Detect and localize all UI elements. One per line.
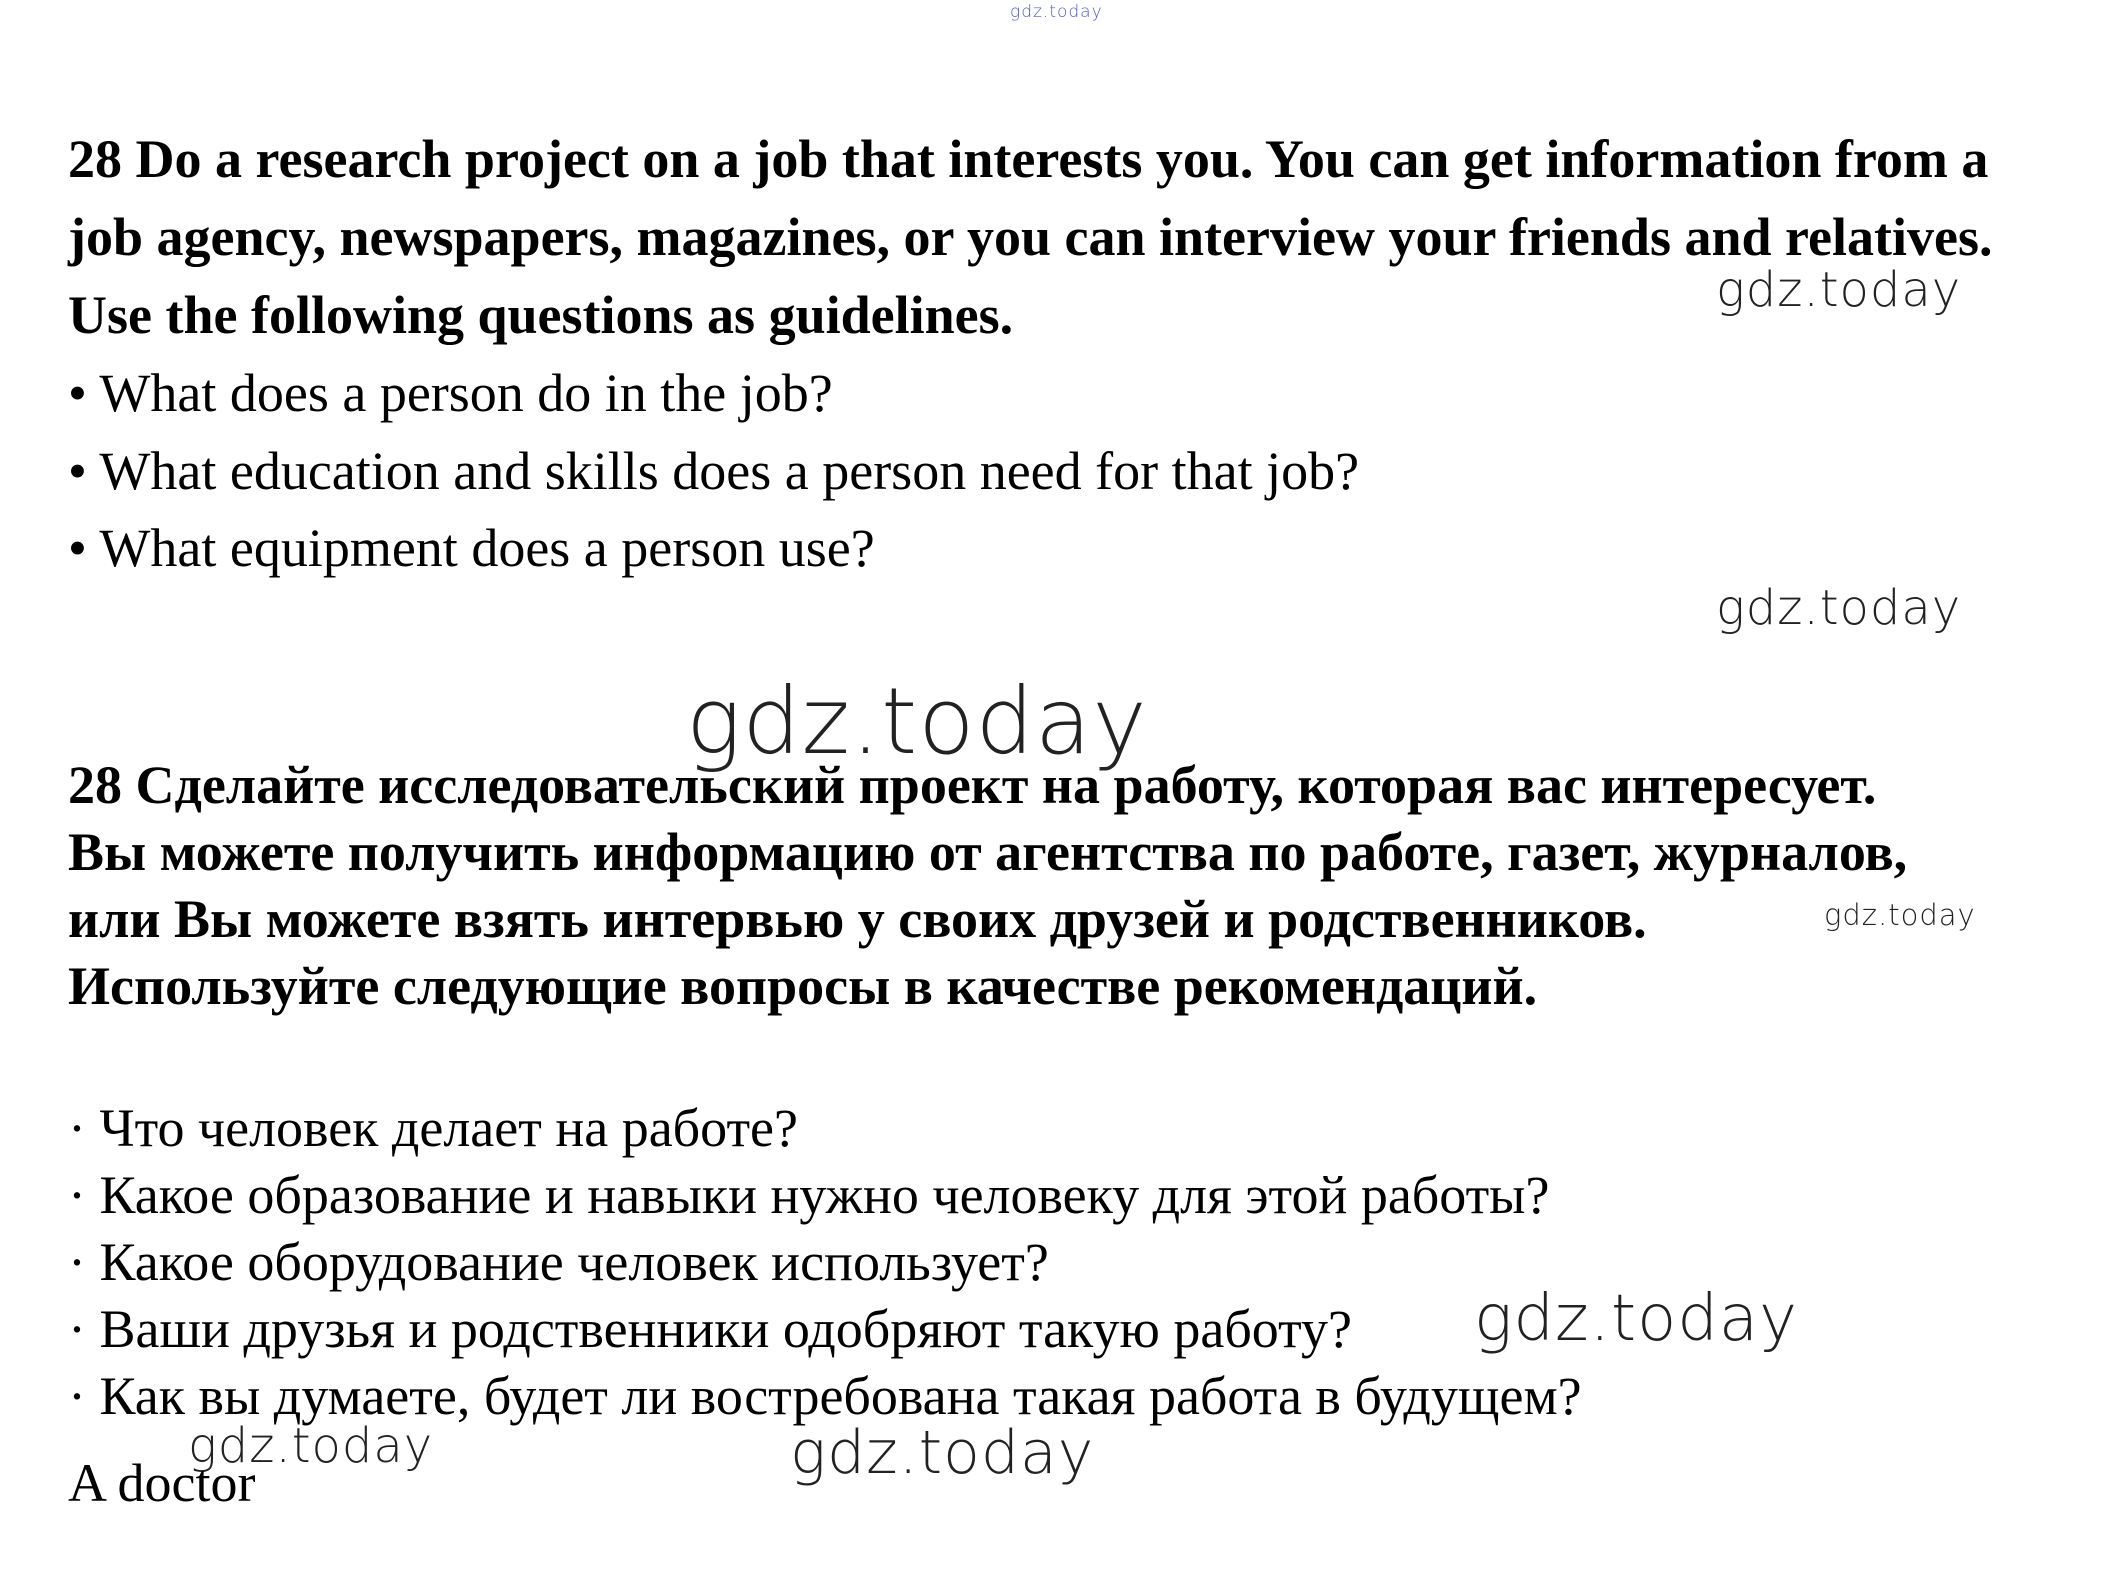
watermark-large: gdz.today: [686, 668, 1148, 775]
watermark-3: gdz.today: [1474, 1282, 1798, 1356]
question-ru-4: · Ваши друзья и родственники одобряют такую работу?: [68, 1299, 1352, 1359]
question-ru-3: · Какое оборудование человек использует?: [68, 1232, 1049, 1292]
question-en-3: • What equipment does a person use?: [68, 518, 875, 578]
answer-text: A doctor: [68, 1453, 256, 1513]
watermark-top: gdz.today: [1010, 2, 1103, 22]
watermark-4: gdz.today: [188, 1418, 434, 1474]
question-ru-2: · Какое образование и навыки нужно человеку для этой работы?: [68, 1165, 1550, 1225]
question-ru-1: · Что человек делает на работе?: [68, 1098, 798, 1158]
question-ru-5: · Как вы думаете, будет ли востребована такая работа в будущем?: [68, 1366, 1582, 1426]
question-en-1: • What does a person do in the job?: [68, 363, 833, 423]
watermark-5: gdz.today: [790, 1418, 1095, 1488]
question-en-2: • What education and skills does a person need for that job?: [68, 441, 1360, 501]
task-heading-en: 28 Do a research project on a job that interests you. You can get information from a job agency, newspapers, magazines, or you can interview your friends and relatives. Use the following questions as guidelines.: [68, 129, 1993, 345]
task-heading-ru: 28 Сделайте исследовательский проект на работу, которая вас интересует. Вы можете получить информацию от агентства по работе, газет, журналов, или Вы можете взять интервью у своих друзей и родственников. Используйте следующие вопросы в качестве рекомендаций.: [68, 755, 1908, 1016]
watermark-2: gdz.today: [1716, 580, 1962, 636]
watermark-inline: gdz.today: [1824, 898, 1976, 932]
watermark-1: gdz.today: [1716, 262, 1962, 318]
